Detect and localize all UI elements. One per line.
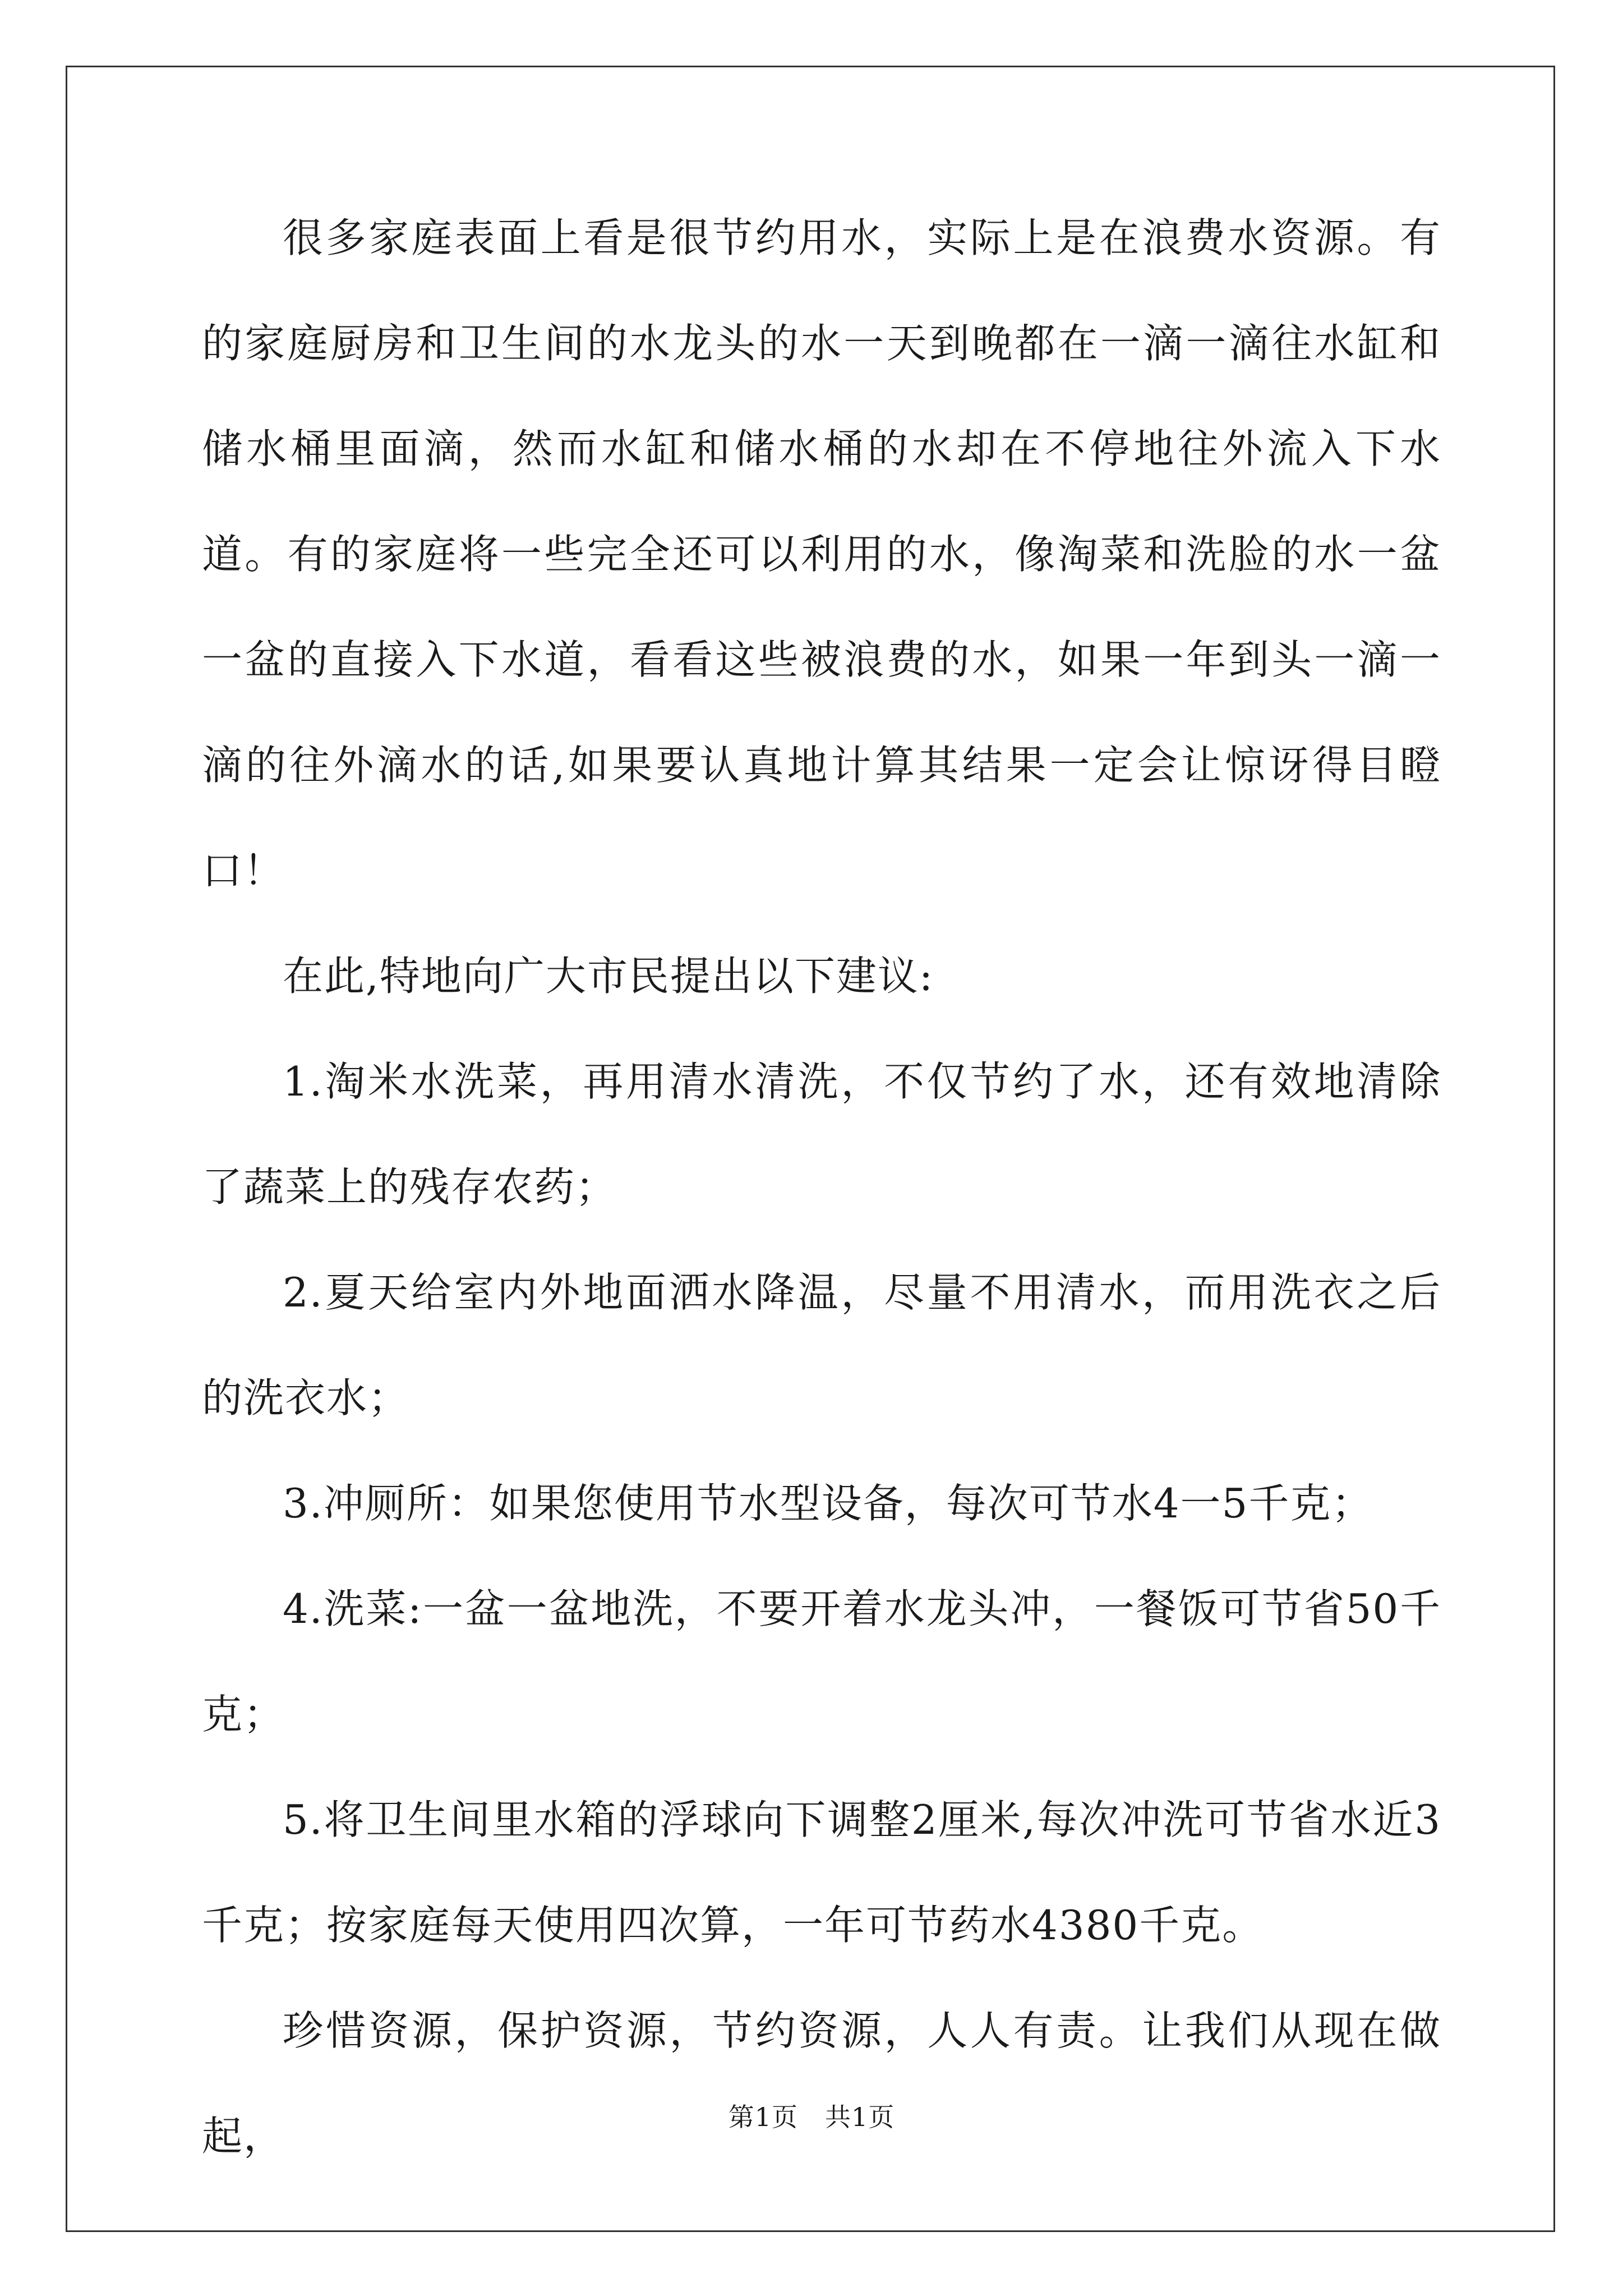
page-number-total: 共1页 [825, 2102, 895, 2132]
paragraph-item-5: 5.将卫生间里水箱的浮球向下调整2厘米,每次冲洗可节省水近3千克；按家庭每天使用四次算，一年可节药水4380千克。 [202, 1796, 1441, 1949]
paragraph-proposal: 在此,特地向广大市民提出以下建议: [283, 953, 934, 1000]
document-body [202, 185, 1441, 2189]
page-number-current: 第1页 [728, 2102, 798, 2132]
paragraph-intro: 很多家庭表面上看是很节约用水，实际上是在浪费水资源。有的家庭厨房和卫生间的水龙头的水一天到晚都在一滴一滴往水缸和储水桶里面滴，然而水缸和储水桶的水却在不停地往外流入下水道。有的家庭将一些完全还可以利用的水，像淘菜和洗脸的水一盆一盆的直接入下水道，看看这些被浪费的水，如果一年到头一滴一滴的往外滴水的话,如果要认真地计算其结果一定会让惊讶得目瞪口！ [202, 214, 1441, 894]
paragraph-item-3: 3.冲厕所：如果您使用节水型设备，每次可节水4一5千克； [283, 1480, 1373, 1527]
page-footer [0, 2097, 1623, 2134]
paragraph-closing: 珍惜资源，保护资源，节约资源，人人有责。让我们从现在做起， [202, 2007, 1441, 2160]
paragraph-item-4: 4.洗菜:一盆一盆地洗，不要开着水龙头冲，一餐饭可节省50千克； [202, 1585, 1441, 1738]
paragraph-item-2: 2.夏天给室内外地面洒水降温，尽量不用清水，而用洗衣之后的洗衣水； [202, 1269, 1441, 1421]
paragraph-item-1: 1.淘米水洗菜，再用清水清洗，不仅节约了水，还有效地清除了蔬菜上的残存农药； [202, 1058, 1441, 1211]
